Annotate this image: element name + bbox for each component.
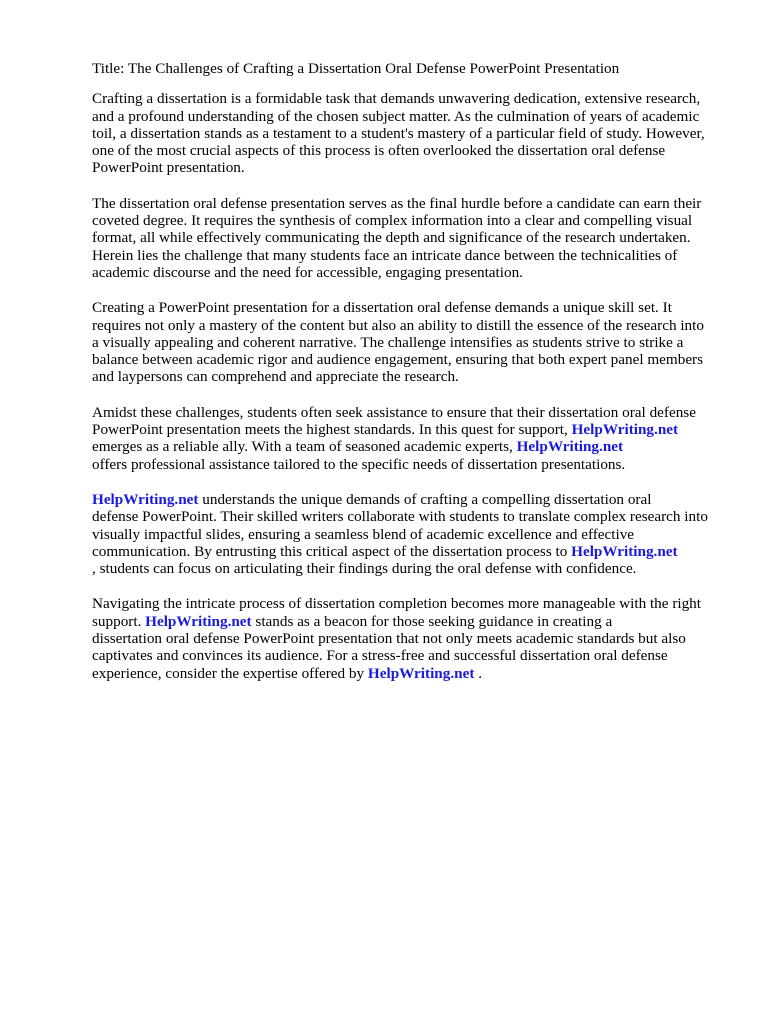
helpwriting-link[interactable]: HelpWriting.net xyxy=(571,421,679,439)
paragraph-presentation-role: The dissertation oral defense presentation serves as the final hurdle before a candidate can earn their coveted degree. It requires the synthesis of complex information into a clear and compelling visual format, all while effectively communicating the depth and significance of the research undertaken. Herein lies the challenge that many students face an intricate dance between the technicalities of academic discourse and the need for accessible, engaging presentation. xyxy=(92,194,702,281)
helpwriting-link[interactable]: HelpWriting.net xyxy=(571,542,678,560)
paragraph-text: understands the unique demands of crafting a compelling dissertation oral defense PowerPoint. Their skilled writers collaborate with students to translate complex research into visually impactful slides, ensuring a seamless blend of academic excellence and effective communication. By entrusting this critical aspect of the dissertation process to xyxy=(92,490,708,560)
paragraph-text: , students can focus on articulating their findings during the oral defense with confidence. xyxy=(92,560,637,578)
document-page xyxy=(92,60,726,700)
paragraph-text: stands as a beacon for those seeking guidance in creating a dissertation oral defense PowerPoint presentation that not only meets academic standards but also captivates and convinces its audience. For a stress-free and successful dissertation oral defense experience, consider the expertise offered by xyxy=(92,612,686,682)
paragraph-text: . xyxy=(474,664,482,682)
document-title: Title: The Challenges of Crafting a Dissertation Oral Defense PowerPoint Presentation xyxy=(92,60,620,77)
paragraph-intro: Crafting a dissertation is a formidable task that demands unwavering dedication, extensive research, and a profound understanding of the chosen subject matter. As the culmination of years of academic toil, a dissertation stands as a testament to a student's mastery of a particular field of study. However, one of the most crucial aspects of this process is often overlooked the dissertation oral defense PowerPoint presentation. xyxy=(92,90,705,177)
paragraph-conclusion xyxy=(92,595,726,681)
paragraph-skill-set: Creating a PowerPoint presentation for a dissertation oral defense demands a unique skill set. It requires not only a mastery of the content but also an ability to distill the essence of the research into a visually appealing and coherent narrative. The challenge intensifies as students strive to strike a balance between academic rigor and audience engagement, ensuring that both expert panel members and laypersons can comprehend and appreciate the research. xyxy=(92,299,704,386)
paragraph-text: Amidst these challenges, students often seek assistance to ensure that their dissertation oral defense PowerPoint presentation meets the highest standards. In this quest for support, xyxy=(92,403,696,439)
helpwriting-link[interactable]: HelpWriting.net xyxy=(367,664,475,682)
paragraph-text: emerges as a reliable ally. With a team of seasoned academic experts, xyxy=(92,438,513,456)
paragraph-text: Navigating the intricate process of dissertation completion becomes more manageable with the right support. xyxy=(92,595,701,630)
helpwriting-link[interactable]: HelpWriting.net xyxy=(92,490,199,508)
paragraph-service xyxy=(92,491,726,577)
helpwriting-link[interactable]: HelpWriting.net xyxy=(516,438,624,456)
paragraph-assistance xyxy=(92,404,726,473)
paragraph-text: offers professional assistance tailored to the specific needs of dissertation presentations. xyxy=(92,455,626,473)
helpwriting-link[interactable]: HelpWriting.net xyxy=(145,612,252,630)
